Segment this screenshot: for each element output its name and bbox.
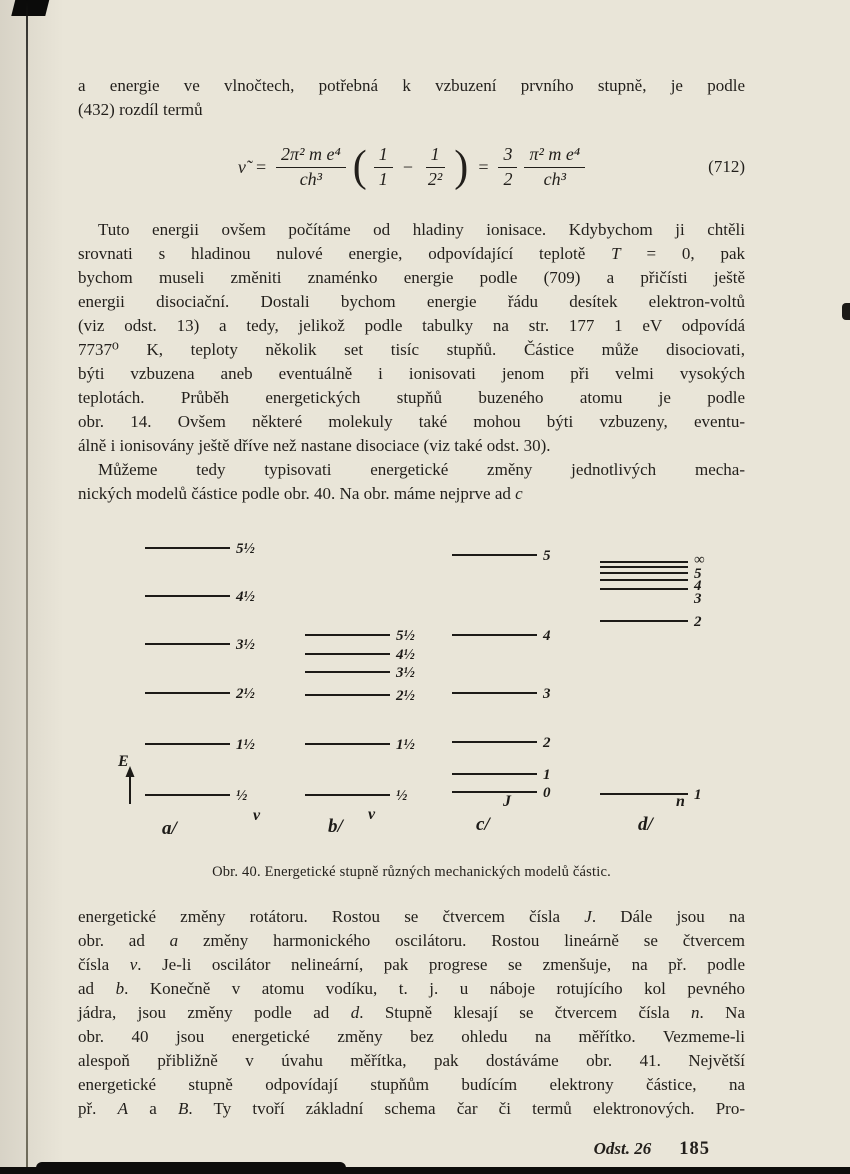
section-label: Odst. 26 xyxy=(593,1139,652,1158)
diagram-label-rotator: c/ xyxy=(476,814,490,835)
text-line: Můžeme tedy typisovati energetické změny jednotlivých mecha- xyxy=(98,460,745,479)
energy-level-label: ½ xyxy=(396,788,408,804)
energy-level-label: 3 xyxy=(543,686,551,702)
quantum-number-label-hydrogen-atom: n xyxy=(676,793,685,810)
fraction-one-over-one xyxy=(374,144,393,189)
fraction-numerator: π² m e⁴ xyxy=(524,144,585,167)
energy-level-label: 0 xyxy=(543,785,551,801)
fraction-denominator: ch³ xyxy=(543,168,566,189)
equation-number: (712) xyxy=(708,157,745,176)
figure-canvas xyxy=(110,532,730,854)
minus-sign: − xyxy=(401,156,414,177)
text-line: ad b. Konečně v atomu vodíku, t. j. u náboje rotujícího kol pevného xyxy=(78,979,745,998)
text-line: energetické změny rotátoru. Rostou se čtvercem čísla J. Dále jsou na xyxy=(78,907,745,926)
energy-axis-label: E xyxy=(118,753,129,770)
text-line: čísla v. Je-li oscilátor nelineární, pak progrese se zmenšuje, na př. podle xyxy=(78,955,746,974)
energy-level-label: 1 xyxy=(694,787,702,803)
text-line: álně i ionisovány ještě dříve než nastane disociace (viz také odst. 30). xyxy=(78,436,551,455)
energy-level-label: 2½ xyxy=(396,688,415,704)
energy-level-label: 2 xyxy=(543,735,551,751)
text-line: př. A a B. Ty tvoří základní schema čar či termů elektronových. Pro- xyxy=(78,1099,745,1118)
energy-level-label: 4 xyxy=(543,628,551,644)
diagram-label-hydrogen-atom: d/ xyxy=(638,814,653,835)
energy-level-label: ½ xyxy=(236,788,248,804)
energy-level-label: 5 xyxy=(543,548,551,564)
text-line: nických modelů částice podle obr. 40. Na obr. máme nejprve ad c xyxy=(78,484,523,503)
fraction-three-halves xyxy=(498,144,517,189)
energy-level-label: 5½ xyxy=(396,628,415,644)
energy-level-label: 1½ xyxy=(396,737,415,753)
fraction-denominator: 2² xyxy=(427,168,443,189)
paragraph-models xyxy=(78,458,745,506)
text-line: obr. 40 jsou energetické změny bez ohledu na měřítko. Vezmeme-li xyxy=(78,1027,745,1046)
text-line: bychom museli změniti znaménko energie podle (709) a přičísti ještě xyxy=(78,268,745,287)
energy-level-label: 1 xyxy=(543,767,551,783)
fraction-numerator: 3 xyxy=(498,144,517,167)
energy-level-label: 4½ xyxy=(396,647,415,663)
energy-level-label: 2½ xyxy=(236,686,255,702)
close-paren: ) xyxy=(454,142,469,192)
page-number: 185 xyxy=(679,1139,710,1159)
fraction-numerator: 2π² m e⁴ xyxy=(276,144,346,167)
energy-level-label: 5½ xyxy=(236,541,255,557)
text-line: energii disociační. Dostali bychom energie řádu desítek elektron-voltů xyxy=(78,292,745,311)
fraction-one-over-four xyxy=(423,144,447,189)
text-line: a energie ve vlnočtech, potřebná k vzbuzení prvního stupně, je podle xyxy=(78,76,745,95)
nu-tilde-symbol: ν̃ xyxy=(237,156,246,177)
energy-level-label: 3½ xyxy=(236,637,255,653)
energy-level-label: 5 xyxy=(694,566,702,582)
diagram-label-harmonic-oscillator: a/ xyxy=(162,818,177,839)
fraction-result xyxy=(524,144,585,189)
page-footer xyxy=(594,1139,710,1160)
text-line: obr. 14. Ovšem některé molekuly také mohou býti vzbuzeny, eventu- xyxy=(78,412,745,431)
equation-712 xyxy=(78,136,745,198)
equation-body xyxy=(237,142,585,192)
figure-caption: Obr. 40. Energetické stupně různých mechanických modelů částic. xyxy=(212,864,611,880)
paragraph-intro xyxy=(78,74,745,122)
quantum-number-label-harmonic-oscillator: v xyxy=(253,807,261,824)
energy-level-label: 4½ xyxy=(236,589,255,605)
fraction-numerator: 1 xyxy=(426,144,445,167)
fraction-denominator: ch³ xyxy=(299,168,323,189)
text-line: teplotách. Průběh energetických stupňů buzeného atomu je podle xyxy=(78,388,745,407)
text-line: alespoň přibližně v úvahu měřítka, pak dostáváme obr. 41. Největší xyxy=(78,1051,745,1070)
text-line: obr. ad a změny harmonického oscilátoru. Rostou lineárně se čtvercem xyxy=(78,931,745,950)
figure-40 xyxy=(110,532,745,854)
energy-level-label: 2 xyxy=(694,614,702,630)
text-line: srovnati s hladinou nulové energie, odpovídající teplotě T = 0, pak xyxy=(78,244,745,263)
energy-level-label: 1½ xyxy=(236,737,255,753)
text-line: (viz odst. 13) a tedy, jelikož podle tabulky na str. 177 1 eV odpovídá xyxy=(78,316,745,335)
fraction-lead xyxy=(276,144,346,189)
fraction-denominator: 2 xyxy=(503,168,513,189)
energy-level-label: 4 xyxy=(694,578,702,594)
text-line: (432) rozdíl termů xyxy=(78,100,203,119)
text-line: býti vzbuzena aneb eventuálně i ionisovati jenom při velmi vysokých xyxy=(78,364,745,383)
diagram-label-anharmonic-oscillator: b/ xyxy=(328,816,343,837)
paragraph-discussion xyxy=(78,905,745,1121)
energy-level-label: 3½ xyxy=(396,665,415,681)
text-line: jádra, jsou změny podle ad d. Stupně klesají se čtvercem čísla n. Na xyxy=(78,1003,746,1022)
text-line: Tuto energii ovšem počítáme od hladiny ionisace. Kdybychom ji chtěli xyxy=(98,220,745,239)
open-paren: ( xyxy=(352,142,367,192)
quantum-number-label-anharmonic-oscillator: v xyxy=(368,806,376,823)
equals-sign: = xyxy=(254,156,268,177)
text-line: energetické stupně odpovídají stupňům budícím elektrony částice, na xyxy=(78,1075,745,1094)
paragraph-ionisation xyxy=(78,218,745,458)
energy-level-label: ∞ xyxy=(694,552,705,568)
text-line: 7737⁰ K, teploty několik set tisíc stupňů. Částice může disociovati, xyxy=(78,340,745,359)
fraction-numerator: 1 xyxy=(374,144,393,167)
energy-level-label: 3 xyxy=(694,591,702,607)
fraction-denominator: 1 xyxy=(378,168,388,189)
equals-sign: = xyxy=(477,156,490,177)
quantum-number-label-rotator: J xyxy=(503,793,511,810)
